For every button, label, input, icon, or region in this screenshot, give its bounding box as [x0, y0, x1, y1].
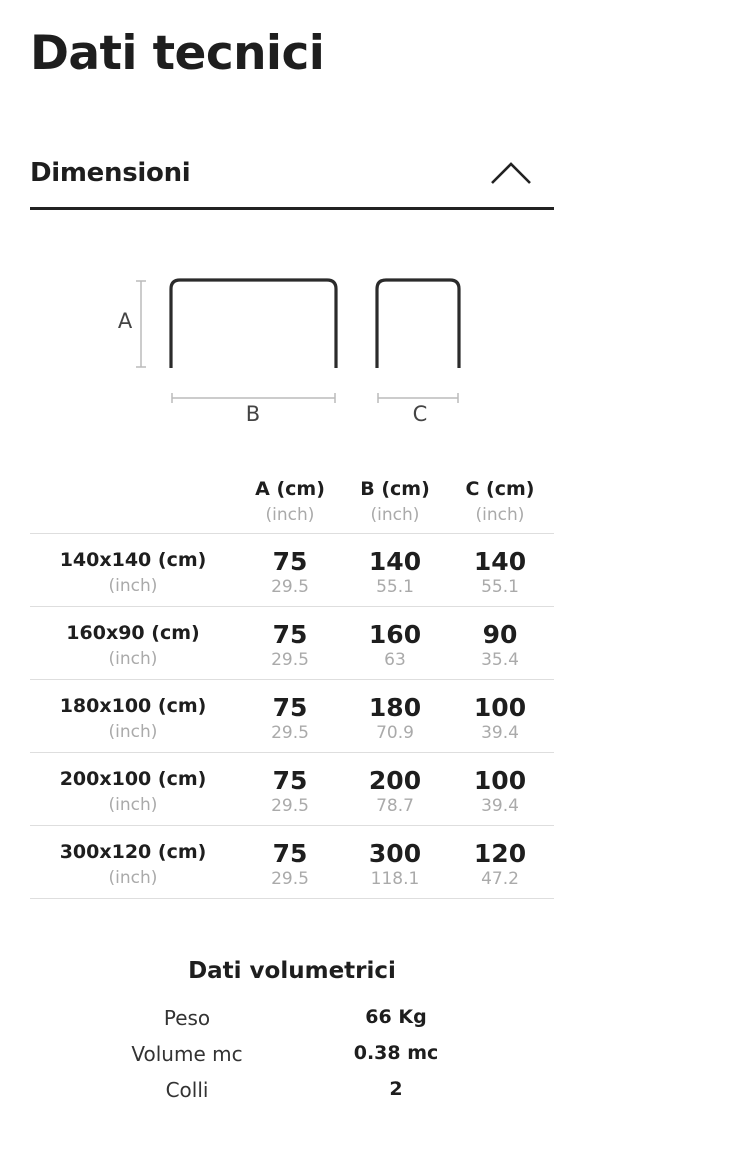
chevron-up-icon[interactable]	[490, 160, 532, 186]
table-row: 300x120 (cm) (inch) 75 29.5 300 118.1 120 47.2	[30, 826, 554, 899]
volumetric-value: 0.38 mc	[353, 1042, 439, 1064]
dimension-a-label: A	[117, 309, 133, 333]
dimension-b-label: B	[245, 402, 261, 426]
volumetric-row-weight	[80, 1006, 520, 1036]
dimension-c-indicator	[378, 393, 458, 426]
table-row: 200x100 (cm) (inch) 75 29.5 200 78.7 100 39.4	[30, 753, 554, 826]
accordion-title: Dimensioni	[30, 158, 191, 188]
dimension-a-indicator	[118, 281, 146, 367]
volumetric-label: Colli	[165, 1078, 209, 1102]
volumetric-title: Dati volumetrici	[188, 958, 396, 984]
volumetric-label: Volume mc	[131, 1042, 243, 1066]
dimension-b-indicator	[172, 393, 335, 426]
table-dimensions-diagram	[100, 262, 480, 432]
dimensions-accordion-header[interactable]	[30, 148, 554, 210]
table-row: 180x100 (cm) (inch) 75 29.5 180 70.9 100 39.4	[30, 680, 554, 753]
table-row: 140x140 (cm) (inch) 75 29.5 140 55.1 140 55.1	[30, 534, 554, 607]
volumetric-label: Peso	[163, 1006, 211, 1030]
dimension-c-label: C	[412, 402, 428, 426]
table-row: 160x90 (cm) (inch) 75 29.5 160 63 90 35.4	[30, 607, 554, 680]
volumetric-row-packages	[80, 1078, 520, 1108]
volumetric-value: 2	[389, 1078, 403, 1100]
table-side-view	[377, 280, 459, 368]
page-title: Dati tecnici	[30, 26, 325, 81]
dimensions-table	[30, 470, 554, 899]
table-header-row: A (cm) (inch) B (cm) (inch) C (cm) (inch)	[30, 470, 554, 534]
table-front-view	[171, 280, 336, 368]
volumetric-value: 66 Kg	[365, 1006, 427, 1028]
volumetric-row-volume	[80, 1042, 520, 1072]
